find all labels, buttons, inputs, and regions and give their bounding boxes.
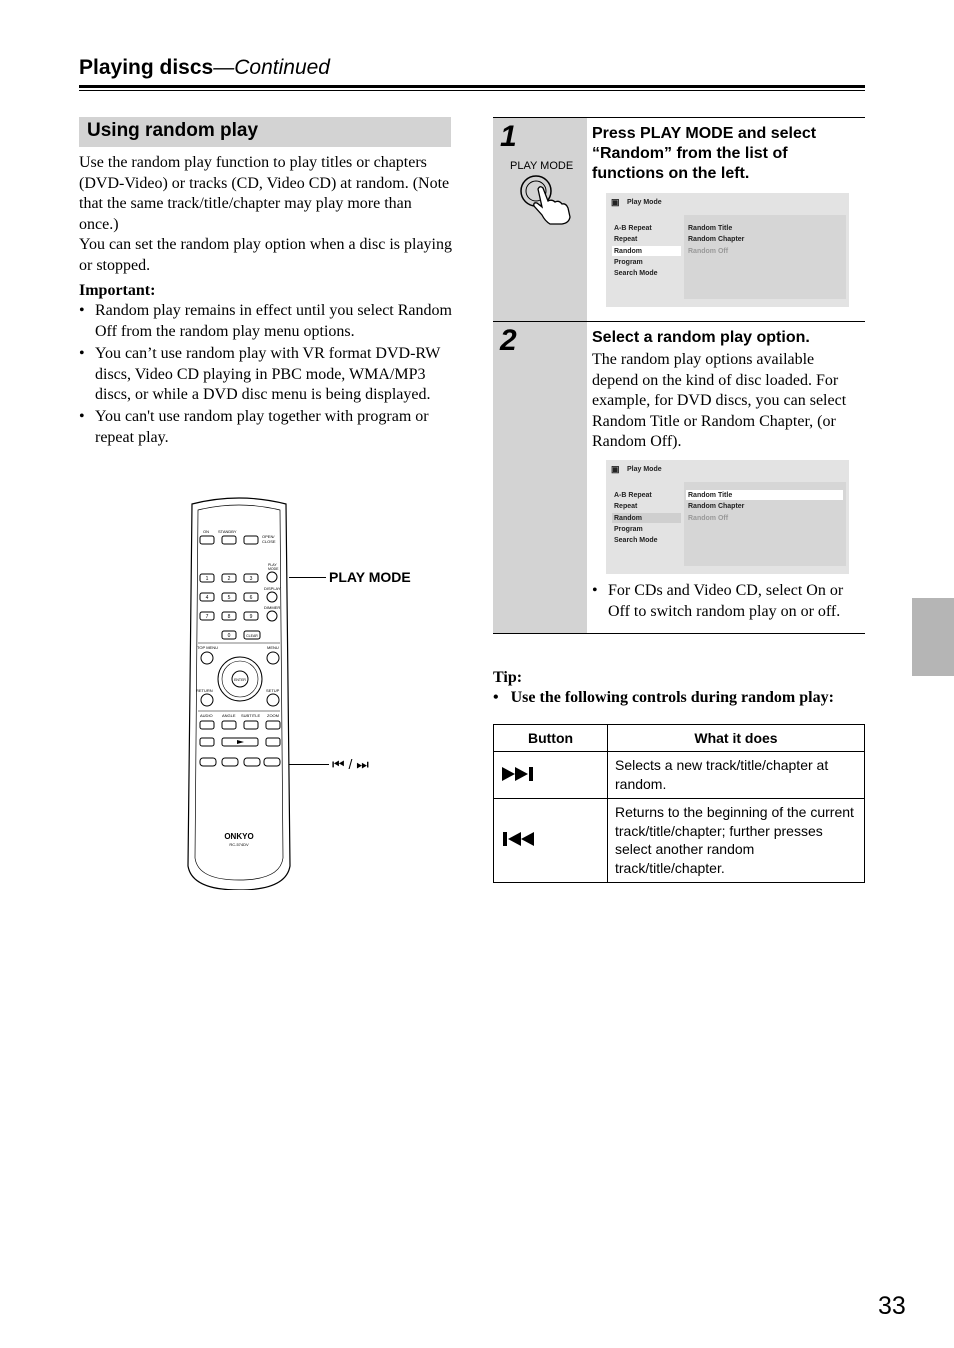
step2-body: The random play options available depend on the kind of disc loaded. For example, for DVD discs, you can select Random Title or Random Chapter, (or Random Off).: [592, 351, 847, 450]
option-item[interactable]: Random Off: [688, 248, 729, 255]
remote-zoom-label: ZOOM: [267, 713, 279, 718]
table-row: [494, 799, 865, 883]
important-bullet: • You can’t use random play with VR format DVD-RW discs, Video CD playing in PBC mode, WMA/MP3 discs, or while a DVD disc menu is being displayed.: [79, 345, 441, 403]
menu-item[interactable]: Program: [614, 259, 643, 266]
step2-title: Select a random play option.: [592, 329, 810, 346]
table-cell: Returns to the beginning of the current track/title/chapter; further presses select another random track/title/chapter.: [608, 799, 865, 883]
controls-table: [493, 724, 865, 883]
callout-line: [289, 577, 326, 578]
intro-paragraph: You can set the random play option when a disc is playing or stopped.: [79, 236, 452, 274]
step2-number: 2: [500, 324, 517, 357]
remote-setup-label: SETUP: [266, 688, 280, 693]
step2-sidebar: [493, 322, 587, 633]
play-mode-screen-2: [606, 460, 849, 574]
table-cell: [494, 752, 608, 799]
steps-rule: [493, 633, 865, 634]
table-header-row: [494, 725, 865, 752]
screen-icon: ▣: [611, 197, 620, 207]
table-header: What it does: [608, 725, 865, 752]
remote-control-illustration: [186, 496, 292, 890]
table-cell: [494, 799, 608, 883]
screen-title: Play Mode: [627, 199, 662, 206]
remote-key-label: 4: [205, 595, 209, 601]
important-bullet: • Random play remains in effect until you select Random Off from the random play menu options.: [79, 302, 452, 340]
table-row: [494, 752, 865, 799]
step1-button-label: PLAY MODE: [510, 160, 574, 172]
remote-audio-label: AUDIO: [200, 713, 213, 718]
remote-key-label: 3: [249, 576, 253, 582]
remote-key-label: 0: [227, 633, 231, 639]
step1-title: Press PLAY MODE and select “Random” from the list of functions on the left.: [592, 125, 817, 182]
remote-key-label: 8: [227, 614, 231, 620]
skip-callout: ⏮ / ⏭: [332, 756, 369, 772]
menu-item[interactable]: A-B Repeat: [614, 492, 652, 499]
remote-display-label: DISPLAY: [264, 586, 281, 591]
header-continued: —Continued: [213, 56, 330, 79]
remote-standby-label: STANDBY: [218, 529, 237, 534]
remote-key-label: CLEAR: [246, 634, 258, 638]
side-tab: [912, 598, 954, 676]
step2-bullet: • For CDs and Video CD, select On or Off to switch random play on or off.: [592, 582, 844, 620]
tip-bullet: • Use the following controls during random play:: [493, 689, 834, 706]
remote-play-mode-label2: MODE: [268, 567, 279, 571]
table-header: Button: [494, 725, 608, 752]
finger-press-icon: [512, 173, 574, 225]
option-item[interactable]: Random Off: [688, 515, 729, 522]
remote-open-close-label: OPEN/: [262, 534, 275, 539]
remote-open-close-label2: CLOSE: [262, 539, 276, 544]
remote-key-label: 5: [227, 595, 231, 601]
remote-play-mode-label: PLAY: [268, 563, 277, 567]
screen-title: Play Mode: [627, 466, 662, 473]
table-cell: Selects a new track/title/chapter at random.: [608, 752, 865, 799]
option-item[interactable]: Random Title: [688, 225, 733, 232]
remote-key-label: 9: [249, 614, 253, 620]
important-bullet: • You can't use random play together with program or repeat play.: [79, 408, 429, 446]
intro-text: [79, 153, 453, 276]
menu-item[interactable]: Random: [614, 248, 642, 255]
remote-angle-label: ANGLE: [222, 713, 236, 718]
section-heading: [79, 117, 451, 147]
menu-item[interactable]: Search Mode: [614, 270, 658, 277]
remote-brand-logo: ONKYO: [224, 832, 254, 841]
menu-item[interactable]: Search Mode: [614, 537, 658, 544]
menu-item[interactable]: Random: [614, 515, 642, 522]
menu-item[interactable]: A-B Repeat: [614, 225, 652, 232]
remote-subtitle-label: SUBTITLE: [241, 713, 261, 718]
important-label: Important:: [79, 282, 156, 299]
remote-model-label: RC-574DV: [229, 842, 249, 847]
intro-paragraph: Use the random play function to play titles or chapters (DVD-Video) or tracks (CD, Video CD) at random. (Note that the same track/title/chapter may play more than once.): [79, 154, 450, 233]
step1-number: 1: [500, 120, 517, 153]
menu-item[interactable]: Program: [614, 526, 643, 533]
option-item[interactable]: Random Chapter: [688, 503, 745, 510]
remote-key-label: 2: [227, 576, 231, 582]
remote-menu-label: MENU: [267, 645, 279, 650]
remote-key-label: 6: [249, 595, 253, 601]
header-rule-thin: [79, 90, 865, 91]
remote-key-label: 1: [205, 576, 209, 582]
option-item[interactable]: Random Title: [688, 492, 733, 499]
section-title: Using random play: [87, 120, 259, 141]
header-rule: [79, 85, 865, 88]
tip-label: Tip:: [493, 669, 523, 686]
remote-return-label: RETURN: [196, 688, 213, 693]
play-mode-callout: PLAY MODE: [329, 569, 411, 585]
play-mode-screen-1: [606, 193, 849, 307]
remote-top-menu-label: TOP MENU: [197, 645, 218, 650]
menu-item[interactable]: Repeat: [614, 503, 638, 510]
menu-item[interactable]: Repeat: [614, 236, 638, 243]
header-title: Playing discs: [79, 56, 214, 79]
next-track-icon: [502, 767, 534, 781]
remote-key-label: 7: [205, 614, 209, 620]
page-header: [79, 56, 330, 80]
remote-dimmer-label: DIMMER: [264, 605, 281, 610]
remote-enter-label: ENTER: [234, 678, 246, 682]
option-item[interactable]: Random Chapter: [688, 236, 745, 243]
previous-track-icon: [502, 832, 534, 846]
callout-line: [289, 764, 329, 765]
screen-icon: ▣: [611, 464, 620, 474]
remote-on-label: ON: [203, 529, 209, 534]
page-number: 33: [878, 1292, 906, 1320]
